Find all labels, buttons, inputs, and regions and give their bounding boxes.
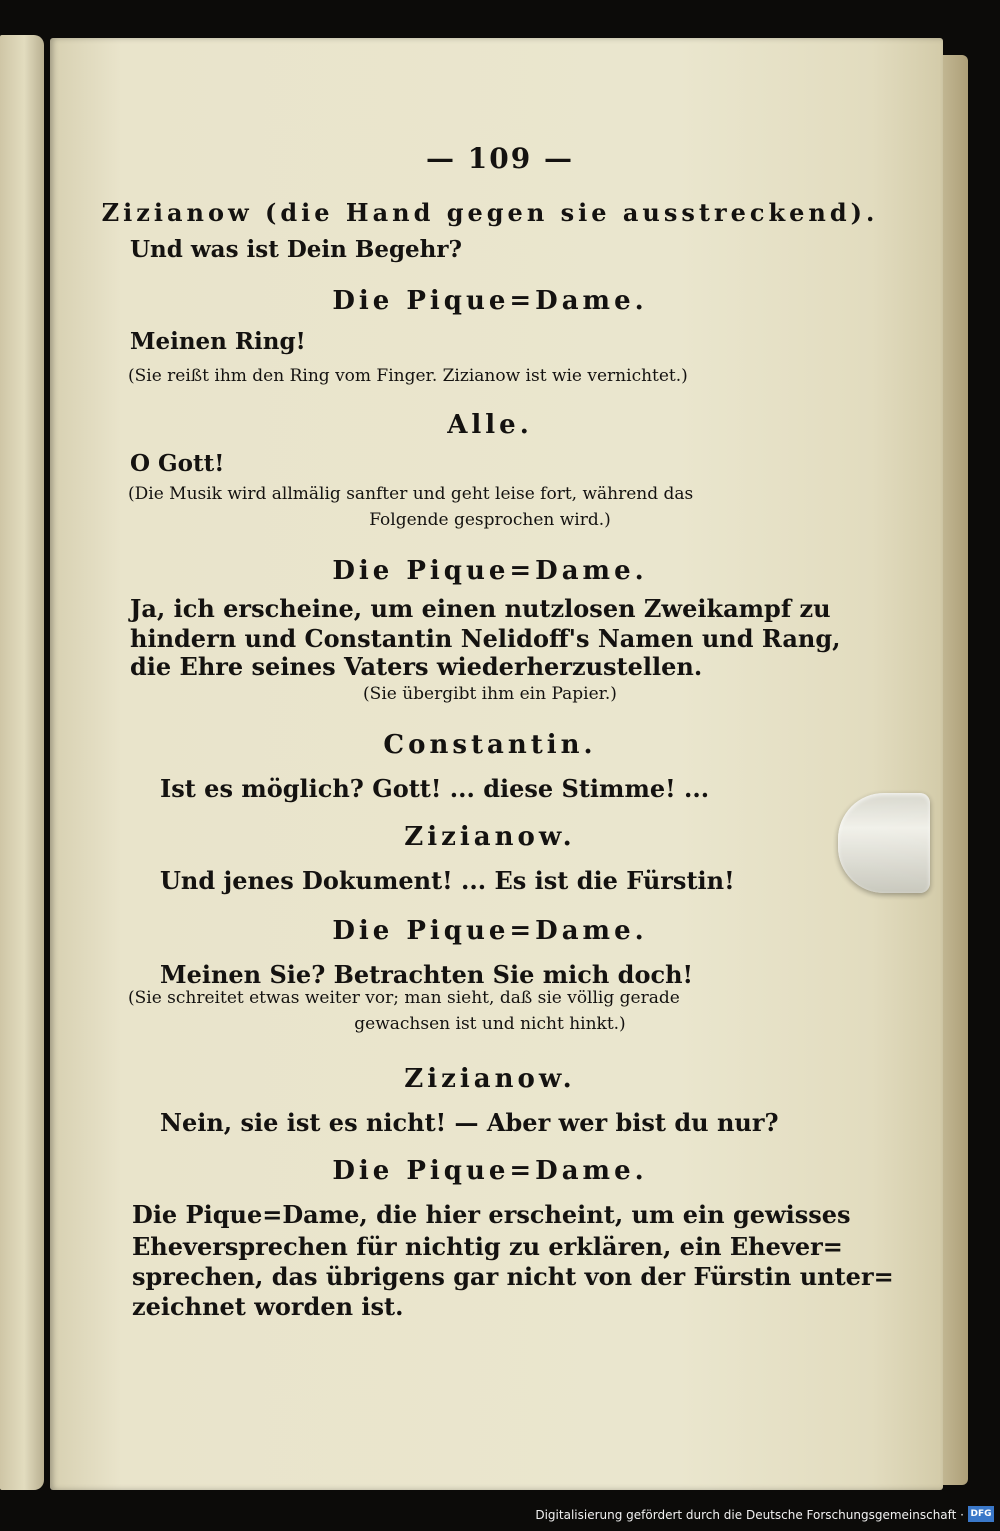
dialog-line: Und was ist Dein Begehr? xyxy=(130,236,462,263)
dialog-line: Die Pique=Dame, die hier erscheint, um ein gewisses xyxy=(132,1200,851,1229)
speaker-name: Zizianow. xyxy=(404,822,576,852)
digitization-credit: Digitalisierung gefördert durch die Deutsche Forschungsgemeinschaft · xyxy=(535,1508,964,1522)
dialog-line: Ja, ich erscheine, um einen nutzlosen Zweikampf zu xyxy=(130,594,831,623)
dialog-line: Eheversprechen für nichtig zu erklären, ein Ehever= xyxy=(132,1232,843,1261)
dialog-line: sprechen, das übrigens gar nicht von der Fürstin unter= xyxy=(132,1262,894,1291)
stage-direction: (Sie reißt ihm den Ring vom Finger. Zizianow ist wie vernichtet.) xyxy=(128,366,688,386)
dialog-line: O Gott! xyxy=(130,450,225,477)
dialog-line: die Ehre seines Vaters wiederherzustellen. xyxy=(130,652,703,681)
speaker-name: Die Pique=Dame. xyxy=(332,916,648,946)
speaker-name: Die Pique=Dame. xyxy=(332,286,648,316)
speaker-name: Die Pique=Dame. xyxy=(332,556,648,586)
dfg-logo: DFG xyxy=(968,1506,994,1522)
stage-direction: (Sie übergibt ihm ein Papier.) xyxy=(363,684,617,704)
dialog-line: zeichnet worden ist. xyxy=(132,1292,404,1321)
speaker-name: Alle. xyxy=(447,410,533,440)
dialog-line: Ist es möglich? Gott! ... diese Stimme! ... xyxy=(160,774,710,803)
page-number: — 109 — xyxy=(426,142,574,175)
stage-direction: Folgende gesprochen wird.) xyxy=(369,510,611,530)
dialog-line: Nein, sie ist es nicht! — Aber wer bist du nur? xyxy=(160,1108,779,1137)
stage-direction: (Die Musik wird allmälig sanfter und geht leise fort, während das xyxy=(128,484,694,504)
speaker-name: Die Pique=Dame. xyxy=(332,1156,648,1186)
dialog-line: Meinen Ring! xyxy=(130,328,306,355)
dialog-line: Meinen Sie? Betrachten Sie mich doch! xyxy=(160,960,694,989)
dialog-line: Und jenes Dokument! ... Es ist die Fürstin! xyxy=(160,866,735,895)
speaker-name: Constantin. xyxy=(383,730,597,760)
speaker-name: Zizianow. xyxy=(404,1064,576,1094)
stage-direction: (Sie schreitet etwas weiter vor; man sieht, daß sie völlig gerade xyxy=(128,988,680,1008)
dialog-line: hindern und Constantin Nelidoff's Namen und Rang, xyxy=(130,624,841,653)
stage-direction: gewachsen ist und nicht hinkt.) xyxy=(354,1014,626,1034)
speaker-name: Zizianow (die Hand gegen sie ausstreckend). xyxy=(101,198,879,227)
